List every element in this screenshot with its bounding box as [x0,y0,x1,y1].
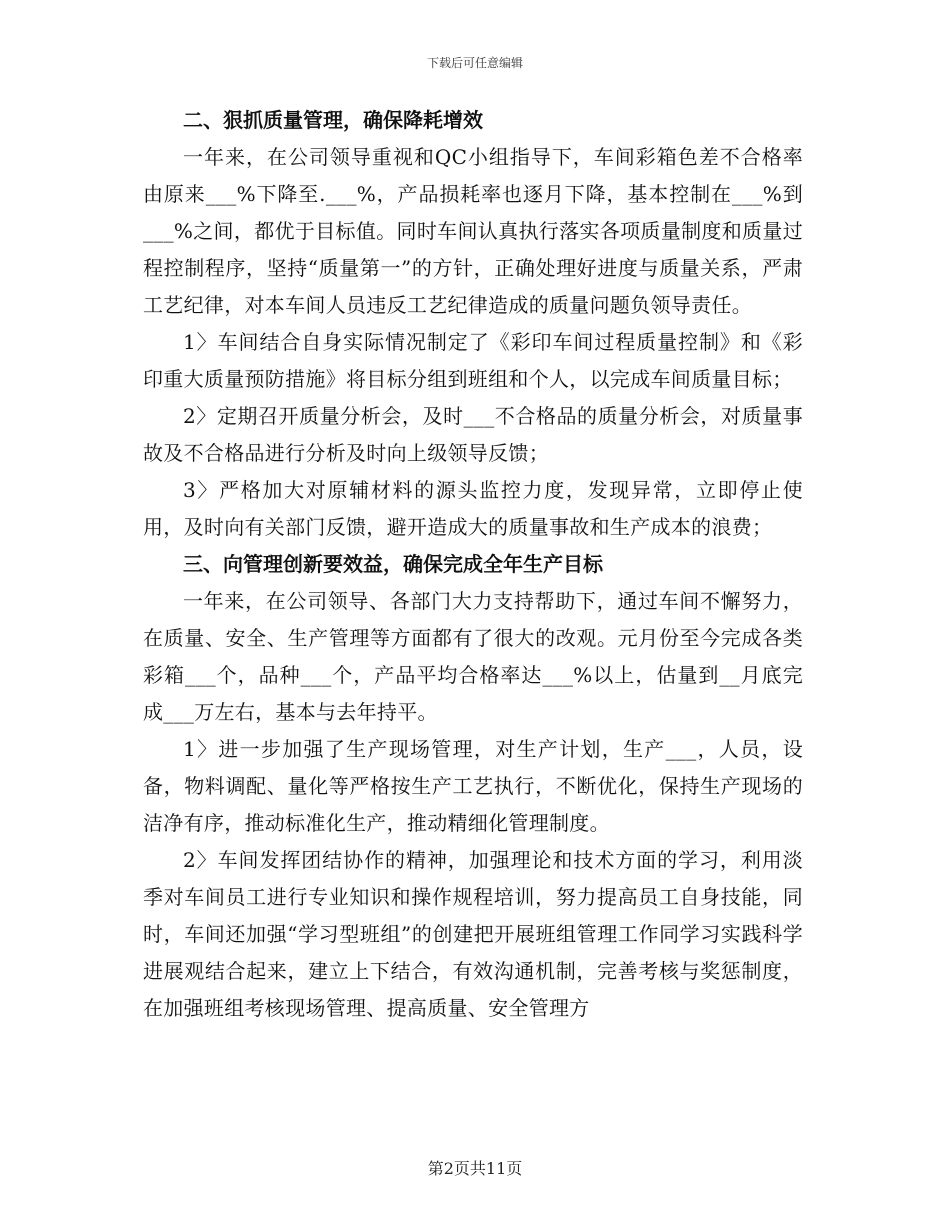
paragraph-quality-item-1: 1〉车间结合自身实际情况制定了《彩印车间过程质量控制》和《彩印重大质量预防措施》将目标分组到班组和个人，以完成车间质量目标； [143,330,803,391]
paragraph-innovation-item-2: 2〉车间发挥团结协作的精神，加强理论和技术方面的学习，利用淡季对车间员工进行专业知识和操作规程培训，努力提高员工自身技能，同时，车间还加强“学习型班组”的创建把开展班组管理工作同学习实践科学进展观结合起来，建立上下结合，有效沟通机制，完善考核与奖惩制度，在加强班组考核现场管理、提高质量、安全管理方 [143,848,803,1020]
paragraph-innovation-item-1: 1〉进一步加强了生产现场管理，对生产计划，生产___，人员，设备，物料调配、量化等严格按生产工艺执行，不断优化，保持生产现场的洁净有序，推动标准化生产，推动精细化管理制度。 [143,737,803,835]
paragraph-quality-item-3: 3〉严格加大对原辅材料的源头监控力度，发现异常，立即停止使用，及时向有关部门反馈，避开造成大的质量事故和生产成本的浪费； [143,478,803,539]
paragraph-quality-intro: 一年来，在公司领导重视和QC小组指导下，车间彩箱色差不合格率由原来___%下降至.___%，产品损耗率也逐月下降，基本控制在___%到___%之间，都优于目标值。同时车间认真执行落实各项质量制度和质量过程控制程序，坚持“质量第一”的方针，正确处理好进度与质量关系，严肃工艺纪律，对本车间人员违反工艺纪律造成的质量问题负领导责任。 [143,145,803,317]
paragraph-innovation-intro: 一年来，在公司领导、各部门大力支持帮助下，通过车间不懈努力，在质量、安全、生产管理等方面都有了很大的改观。元月份至今完成各类彩箱___个，品种___个，产品平均合格率达___%以上，估量到__月底完成___万左右，基本与去年持平。 [143,589,803,724]
section-heading-3: 三、向管理创新要效益，确保完成全年生产目标 [183,552,603,576]
page-header-note: 下载后可任意编辑 [426,56,523,70]
document-body [143,102,803,1027]
section-heading-2: 二、狠抓质量管理，确保降耗增效 [183,108,483,132]
paragraph-quality-item-2: 2〉定期召开质量分析会，及时___不合格品的质量分析会，对质量事故及不合格品进行分析及时向上级领导反馈； [143,404,803,465]
page-number: 第2页共11页 [427,1159,523,1178]
